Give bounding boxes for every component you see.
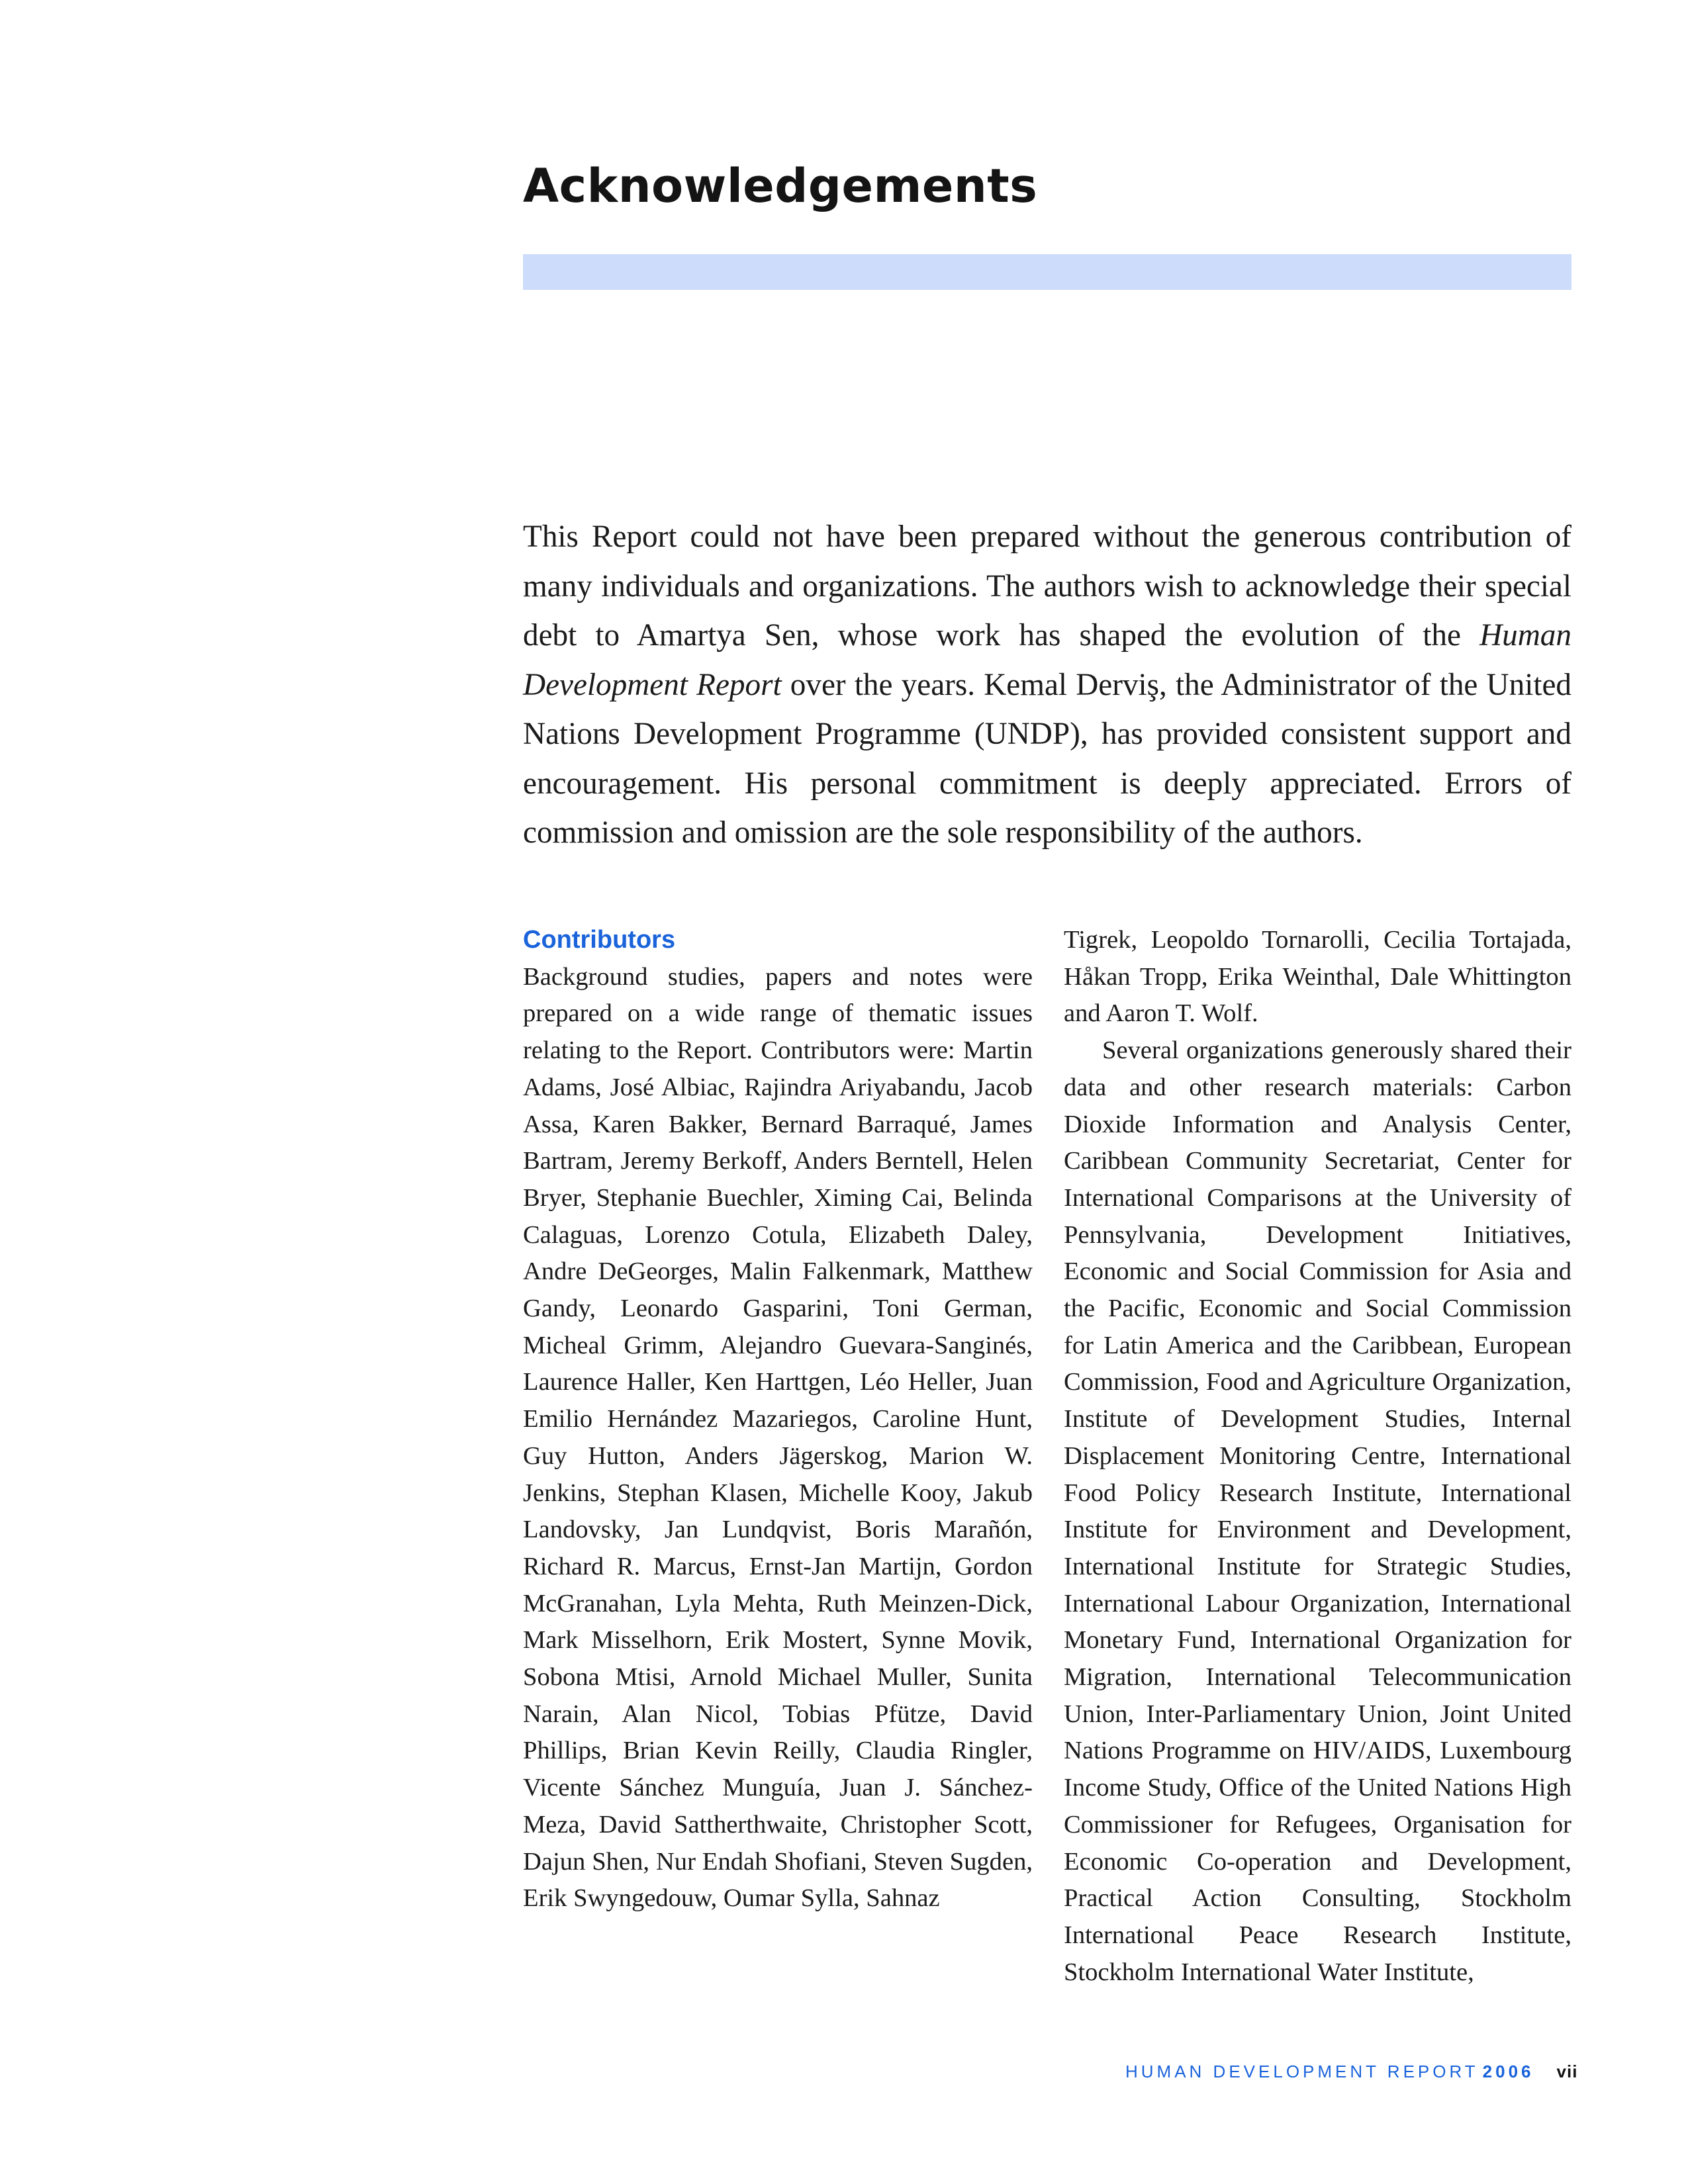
page-title: Acknowledgements bbox=[523, 159, 1038, 213]
contributors-column-left bbox=[523, 922, 1033, 1917]
contributors-paragraph-2: Several organizations generously shared their data and other research materials: Carbon Dioxide Information and Analysis Center, Caribbean Community Secretariat, Center for International Comparisons at the University of Pennsylvania, Development Initiatives, Economic and Social Commission for Asia and the Pacific, Economic and Social Commission for Latin America and the Caribbean, European Commission, Food and Agriculture Organization, Institute of Development Studies, Internal Displacement Monitoring Centre, International Food Policy Research Institute, International Institute for Environment and Development, International Institute for Strategic Studies, International Labour Organization, International Monetary Fund, International Organization for Migration, International Telecommunication Union, Inter-Parliamentary Union, Joint United Nations Programme on HIV/AIDS, Luxembourg Income Study, Office of the United Nations High Commissioner for Refugees, Organisation for Economic Co-operation and Development, Practical Action Consulting, Stockholm International Peace Research Institute, Stockholm International Water Institute, bbox=[1064, 1036, 1571, 1986]
intro-text-part1: This Report could not have been prepared without the generous contribution of many individuals and organizations. The authors wish to acknowledge their special debt to Amartya Sen, whose work has shaped the evolution of the bbox=[523, 520, 1571, 653]
contributors-paragraph-1-continued bbox=[1064, 922, 1571, 1032]
footer-report-name: HUMAN DEVELOPMENT REPORT bbox=[1125, 2062, 1479, 2081]
contributors-paragraph-1 bbox=[523, 959, 1033, 1917]
contributors-column-right bbox=[1064, 922, 1571, 1991]
contributors-paragraph-1-text: Background studies, papers and notes were prepared on a wide range of thematic issues relating to the Report. Contributors were: Martin Adams, José Albiac, Rajindra Ariyabandu, Jacob Assa, Karen Bakker, Bernard Barraqué, James Bartram, Jeremy Berkoff, Anders Berntell, Helen Bryer, Stephanie Buechler, Ximing Cai, Belinda Calaguas, Lorenzo Cotula, Elizabeth Daley, Andre DeGeorges, Malin Falkenmark, Matthew Gandy, Leonardo Gasparini, Toni German, Micheal Grimm, Alejandro Guevara-Sanginés, Laurence Haller, Ken Harttgen, Léo Heller, Juan Emilio Hernández Mazariegos, Caroline Hunt, Guy Hutton, Anders Jägerskog, Marion W. Jenkins, Stephan Klasen, Michelle Kooy, Jakub Landovsky, Jan Lundqvist, Boris Marañón, Richard R. Marcus, Ernst-Jan Martijn, Gordon McGranahan, Lyla Mehta, Ruth Meinzen-Dick, Mark Misselhorn, Erik Mostert, Synne Movik, Sobona Mtisi, Arnold Michael Muller, Sunita Narain, Alan Nicol, Tobias Pfütze, David Phillips, Brian Kevin Reilly, Claudia Ringler, Vicente Sánchez Munguía, Juan J. Sánchez-Meza, David Sattherthwaite, Christopher Scott, Dajun Shen, Nur Endah Shofiani, Steven Sugden, Erik Swyngedouw, Oumar Sylla, Sahnaz bbox=[523, 962, 1033, 1913]
intro-text-part2: over the years. Kemal Derviş, the Administrator of the United Nations Development Programme (UNDP), has provided consistent support and encouragement. His personal commitment is deeply appreciated. Errors of commission and omission are the sole responsibility of the authors. bbox=[523, 667, 1571, 850]
report-title-italic: Human Development Report bbox=[523, 618, 1571, 702]
page-number: vii bbox=[1556, 2062, 1578, 2081]
contributors-heading: Contributors bbox=[523, 926, 676, 954]
intro-paragraph bbox=[523, 512, 1571, 858]
contributors-paragraph-1-continued-text: Tigrek, Leopoldo Tornarolli, Cecilia Tortajada, Håkan Tropp, Erika Weinthal, Dale Whittington and Aaron T. Wolf. bbox=[1064, 926, 1571, 1028]
page-footer bbox=[1125, 2058, 1578, 2085]
title-rule bbox=[523, 254, 1571, 290]
footer-year: 2006 bbox=[1482, 2062, 1534, 2081]
